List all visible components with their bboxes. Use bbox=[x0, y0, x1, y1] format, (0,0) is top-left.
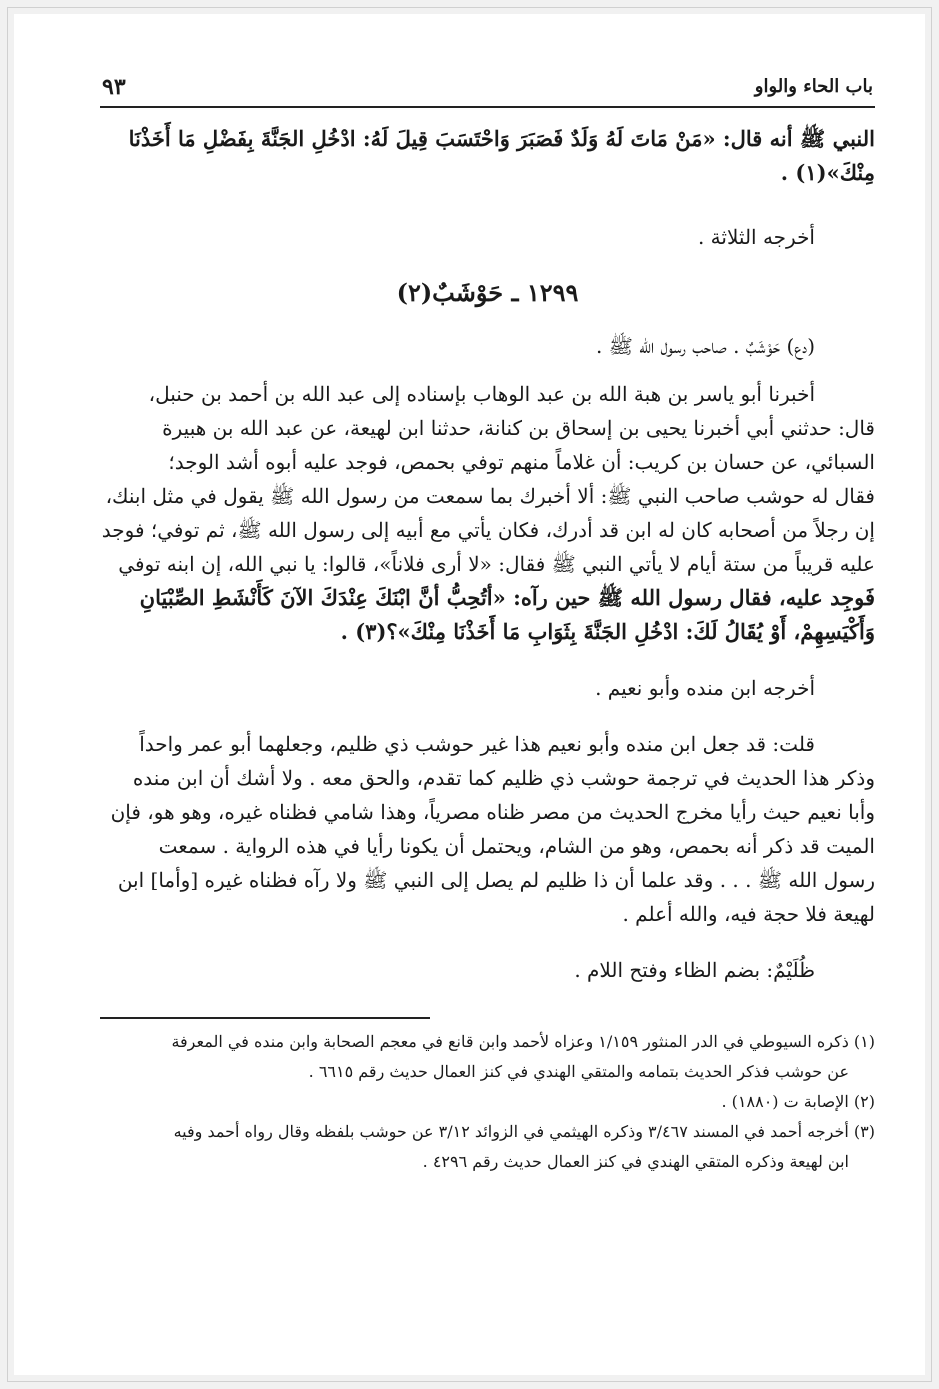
narration-line: السبائي، عن حسان بن كريب: أن غلاماً منهم توفي بحمص، فوجد عليه أبوه أشد الوجد؛ bbox=[168, 450, 875, 474]
running-header bbox=[100, 72, 875, 108]
footnote-text: (١) ذكره السيوطي في الدر المنثور ١/١٥٩ وعزاه لأحمد وابن قانع في معجم الصحابة وابن منده في المعرفة bbox=[171, 1032, 875, 1051]
footnote-text: (٣) أخرجه أحمد في المسند ٣/٤٦٧ وذكره الهيثمي في الزوائد ٣/١٢ عن حوشب بلفظه وقال رواه أحمد وفيه bbox=[173, 1122, 875, 1141]
footnote-divider bbox=[100, 1017, 430, 1019]
footnote bbox=[100, 1027, 875, 1087]
takhrij-note: أخرجه ابن منده وأبو نعيم . bbox=[595, 676, 815, 700]
chapter-title: باب الحاء والواو bbox=[754, 76, 873, 97]
narration-line: إن رجلاً من أصحابه كان له ابن قد أدرك، فكان يأتي مع أبيه إلى رسول الله ﷺ، ثم توفي؛ فوجد bbox=[101, 518, 875, 542]
hadith-line: مِنْكَ»(١) . bbox=[780, 160, 875, 185]
page-number: ٩٣ bbox=[102, 74, 126, 100]
page-content bbox=[100, 72, 875, 1335]
narration-line: فَوجِد عليه، فقال رسول الله ﷺ حين رآه: «أتُحِبُّ أنَّ ابْنَكَ عِنْدَكَ الآنَ كَأَنْشَطِ الصِّبْيَانِ bbox=[139, 585, 875, 610]
footnote-continuation: عن حوشب فذكر الحديث بتمامه والمتقي الهندي في كنز العمال حديث رقم ٦٦١٥ . bbox=[308, 1062, 849, 1081]
narration-line: قال: حدثني أبي أخبرنا يحيى بن إسحاق بن كنانة، حدثنا ابن لهيعة، عن عبد الله بن هبيرة bbox=[162, 416, 875, 440]
vocalization-note: ظُلَيْمٌ: بضم الظاء وفتح اللام . bbox=[574, 958, 815, 982]
narration-line: فقال له حوشب صاحب النبي ﷺ: ألا أخبرك بما سمعت من رسول الله ﷺ يقول في مثل ابنك، bbox=[105, 484, 875, 508]
entry-heading: ١٢٩٩ ـ حَوْشَبٌ(٢) bbox=[396, 278, 579, 307]
footnote bbox=[100, 1087, 875, 1117]
entry-intro: (دع) حَوْشَبٌ . صاحب رسول الله ﷺ . bbox=[596, 334, 815, 358]
commentary-line: قلت: قد جعل ابن منده وأبو نعيم هذا غير حوشب ذي ظليم، وجعلهما أبو عمر واحداً bbox=[139, 732, 815, 756]
commentary-line: الميت قد ذكر أنه بحمص، وهو من الشام، ويحتمل أن يكونا رأيا في هذه الرواية . سمعت bbox=[158, 834, 875, 858]
footnote-text: (٢) الإصابة ت (١٨٨٠) . bbox=[721, 1092, 875, 1111]
commentary-line: وذكر هذا الحديث في ترجمة حوشب ذي ظليم كما تقدم، والحق معه . ولا أشك أن ابن منده bbox=[132, 766, 875, 790]
footnote bbox=[100, 1117, 875, 1177]
narration-line: وَأَكْيَسِهِمْ، أَوْ يُقَالُ لَكَ: ادْخُلِ الجَنَّةَ بِثَوَابِ مَا أَخَذْنَا مِنْكَ»؟(٣) . bbox=[340, 619, 875, 644]
main-text bbox=[100, 122, 875, 987]
commentary-line: رسول الله ﷺ . . . وقد علما أن ذا ظليم لم يصل إلى النبي ﷺ ولا رآه فظناه غيره [وأما] ابن bbox=[117, 868, 875, 892]
takhrij-note: أخرجه الثلاثة . bbox=[697, 225, 815, 249]
commentary-line: وأبا نعيم حيث رأيا مخرج الحديث من مصر ظناه مصرياً، وهذا شامي فظناه غيره، وهو هو، فإن bbox=[110, 800, 875, 824]
hadith-line: النبي ﷺ أنه قال: «مَنْ مَاتَ لَهُ وَلَدٌ فَصَبَرَ وَاحْتَسَبَ قِيلَ لَهُ: ادْخُلِ الجَنَّةَ بِفَضْلِ مَا أَخَذْنَا bbox=[128, 126, 875, 151]
commentary-line: لهيعة فلا حجة فيه، والله أعلم . bbox=[622, 902, 875, 926]
footnote-continuation: ابن لهيعة وذكره المتقي الهندي في كنز العمال حديث رقم ٤٢٩٦ . bbox=[422, 1152, 849, 1171]
footnotes bbox=[100, 1027, 875, 1177]
narration-line: عليه قريباً من ستة أيام لا يأتي النبي ﷺ فقال: «لا أرى فلاناً»، قالوا: يا نبي الله، إن ابنه توفي bbox=[118, 552, 875, 576]
narration-line: أخبرنا أبو ياسر بن هبة الله بن عبد الوهاب بإسناده إلى عبد الله بن أحمد بن حنبل، bbox=[148, 382, 815, 406]
